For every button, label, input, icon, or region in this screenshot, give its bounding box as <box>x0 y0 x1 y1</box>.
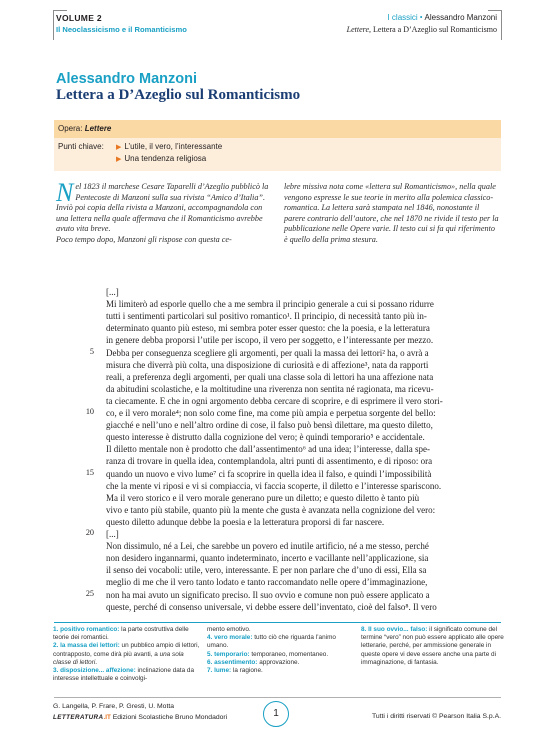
text-line: questo diletto adunque debbe la poesia e la letteratura proporsi di far nascere. <box>106 516 385 527</box>
volume-label: VOLUME 2 <box>56 13 102 23</box>
text-line: vivo e tanto più stabile, quanto più la mente che gusta è avanzata nella cognizione del vero: <box>106 504 436 515</box>
text-line: Ma il vero storico e il vero morale generano pure un diletto; e questo diletto è tanto più <box>106 492 420 503</box>
text-line: questo interesse è distrutto dalla cognizione del vero; è quindi temporario⁵ e accidentale. <box>106 432 425 443</box>
footnote: 8. Il suo ovvio... falso: il significato comune del termine “vero” non può essere applicato alle opere letterarie, perché, per ammissione generale in queste opere vi deve essere anche una parte di immaginazione, di fantasia. <box>361 626 504 666</box>
text-line: ta ciecamente. E che in ogni argomento debba cercare di scoprire, e di esprimere il vero stori- <box>106 395 443 406</box>
opera-label: Opera: <box>58 124 83 133</box>
series-bullet: • <box>417 13 425 22</box>
text-line: da abitudini scolastiche, e la moltitudine una riverenza non sentita né ragionata, ma ricevu- <box>106 383 434 394</box>
footnote: 5. temporario: temporaneo, momentaneo. <box>207 650 329 658</box>
text-line: [...] <box>106 529 119 539</box>
series-label: I classici <box>387 13 418 22</box>
header-rule <box>488 10 502 11</box>
text-line: tutti i sentimenti particolari sul positivo romantico¹. Il principio, di necessità tanto più in- <box>106 311 427 322</box>
opera-row <box>58 124 111 133</box>
footnote: 2. la massa dei lettori: un pubblico ampio di lettori, contrapposto, come dirà più avanti, a una sola classe di lettori. <box>53 642 200 666</box>
line-number: 15 <box>85 467 94 477</box>
text-line: quando un nuovo e vivo lume⁷ ci fa scoprire in quella idea il falso, e quindi l’impossibilità <box>106 468 432 479</box>
infobox-band <box>54 120 501 138</box>
author-title: Alessandro Manzoni <box>56 71 197 87</box>
footnote: 4. vero morale: tutto ciò che riguarda l’animo umano. <box>207 634 336 650</box>
footnote-rule <box>54 622 501 623</box>
footnote: 7. lume: la ragione. <box>207 667 263 675</box>
footer-authors: G. Langella, P. Frare, P. Gresti, U. Motta <box>53 703 175 710</box>
series-author: Alessandro Manzoni <box>424 13 497 22</box>
logo-suffix: .IT <box>103 714 111 721</box>
footer-rights: Tutti i diritti riservati © Pearson Italia S.p.A. <box>371 713 501 720</box>
text-line: giacché e nell’uno e nell’altro ordine di cose, il falso può bensì dilettare, ma questo diletto, <box>106 420 433 431</box>
text-line: meglio di me che il vero tanto lodato e tanto raccomandato nelle opere d’immaginazione, <box>106 577 428 588</box>
text-line: Debba per conseguenza scegliere gli argomenti, per quali la massa dei lettori² ha, o avrà a <box>106 347 429 358</box>
footer-publisher <box>53 714 227 721</box>
header-work <box>347 25 497 34</box>
intro-text: el 1823 il marchese Cesare Taparelli d’Azeglio pubblicò la Pentecoste di Manzoni sulla sua rivista “Amico d’Italia”. Inviò poi copia della rivista a Manzoni, accompagnandola con una lettera nella quale affermava che il Romanticismo avrebbe avuto vita breve. <box>56 182 269 233</box>
footnotes-col-1 <box>53 626 201 683</box>
punto-item: ▶ L’utile, il vero, l’interessante <box>116 142 223 151</box>
text-line: co, e il vero morale⁴; non solo come fine, ma come più ampia e perpetua sorgente del bello: <box>106 408 436 418</box>
text-line: misura che diverrà più colta, una disposizione di curiosità e di affezione³, nata da rapporti <box>106 359 429 370</box>
header-work-italic: Lettere <box>346 25 370 34</box>
header-rule <box>53 10 67 11</box>
text-line: [...] <box>106 287 119 297</box>
line-number: 25 <box>85 588 94 598</box>
footnote-continued: mento emotivo. <box>207 626 251 633</box>
triangle-right-icon: ▶ <box>116 156 122 163</box>
footer-rule <box>54 697 501 698</box>
intro-text: Poco tempo dopo, Manzoni gli rispose con questa ce- <box>56 234 232 244</box>
text-line: reali, a preferenza degli argomenti, per quali una classe sola di lettori ha una affezione nata <box>106 371 434 382</box>
text-line: ranza di trovare in quella idea, contemplandola, altri punti di assentimento, e di riposo: ora <box>106 456 433 467</box>
drop-cap: N <box>56 178 74 207</box>
text-line: che la mente vi riposi e vi si compiaccia, vi faccia scoperte, il diletto e l’interesse spariscono. <box>106 480 442 491</box>
header-work-rest: , Lettera a D’Azeglio sul Romanticismo <box>369 25 497 34</box>
opera-value: Lettere <box>84 124 112 133</box>
section-label: Il Neoclassicismo e il Romanticismo <box>56 25 187 34</box>
line-number: 10 <box>85 407 94 416</box>
text-line: non desidero ingannarmi, quanto indeterminato, incerto e vacillante nell’applicazione, sia <box>106 553 429 564</box>
text-line: il senso dei vocaboli: utile, vero, interessante. E per non parlare che d’uno di essi, Ella sa <box>106 565 427 576</box>
header-series <box>387 13 497 22</box>
line-number: 20 <box>85 528 94 537</box>
line-number: 5 <box>89 346 94 356</box>
header-rule <box>53 10 54 40</box>
text-line: determinato quanto più esteso, mi sembra poter esser questo: che la poesia, e la letteratura <box>106 323 430 334</box>
intro-right: lebre missiva nota come «lettera sul Romanticismo», nella quale vengono espresse le sue teorie in merito alla polemica classico-romantica. La lettera sarà stampata nel 1846, nonostante il parere contrario dell’autore, che nel 1870 ne rivide il testo per la pubblicazione nelle Opere varie. Il testo cui si fa qui riferimento è quello della prima stesura. <box>284 182 499 244</box>
header-rule <box>501 10 502 40</box>
footnotes-col-3 <box>361 626 509 667</box>
footnote: 1. positivo romantico: la parte costruttiva delle teorie dei romantici. <box>53 626 189 642</box>
text-line: non ha mai avuto un significato preciso. Il suo ovvio e comune non può essere applicato a <box>106 589 430 600</box>
footnote: 6. assentimento: approvazione. <box>207 658 300 666</box>
letteratura-logo: LETTERATURA <box>53 714 104 721</box>
text-line: Non dissimulo, né a Lei, che sarebbe un povero ed inutile artificio, né a me stesso, perché <box>106 541 429 552</box>
page-number: 1 <box>263 701 289 727</box>
punto-item: ▶ Una tendenza religiosa <box>116 154 207 163</box>
footnotes-col-2 <box>207 626 355 675</box>
punti-label: Punti chiave: <box>58 142 104 151</box>
footnote: 3. disposizione... affezione: inclinazione data da interesse intellettuale e coinvolgi- <box>53 667 195 683</box>
text-line: Il diletto mentale non è prodotto che dall’assentimento⁶ ad una idea; l’interesse, dalla spe- <box>106 444 431 455</box>
intro-left <box>56 178 271 245</box>
text-line: queste, perché di consenso universale, vi debbe essere dell’inventato, cioè del falso⁸. Il vero <box>106 601 437 612</box>
page-title: Lettera a D’Azeglio sul Romanticismo <box>56 87 301 103</box>
text-line: in genere debba proporsi l’utile per iscopo, il vero per soggetto, e l’interessante per mezzo. <box>106 335 434 346</box>
triangle-right-icon: ▶ <box>116 144 122 151</box>
publisher-name: Edizioni Scolastiche Bruno Mondadori <box>110 714 228 721</box>
text-line: Mi limiterò ad esporle quello che a me sembra il principio generale a cui si possano ridurre <box>106 299 434 310</box>
